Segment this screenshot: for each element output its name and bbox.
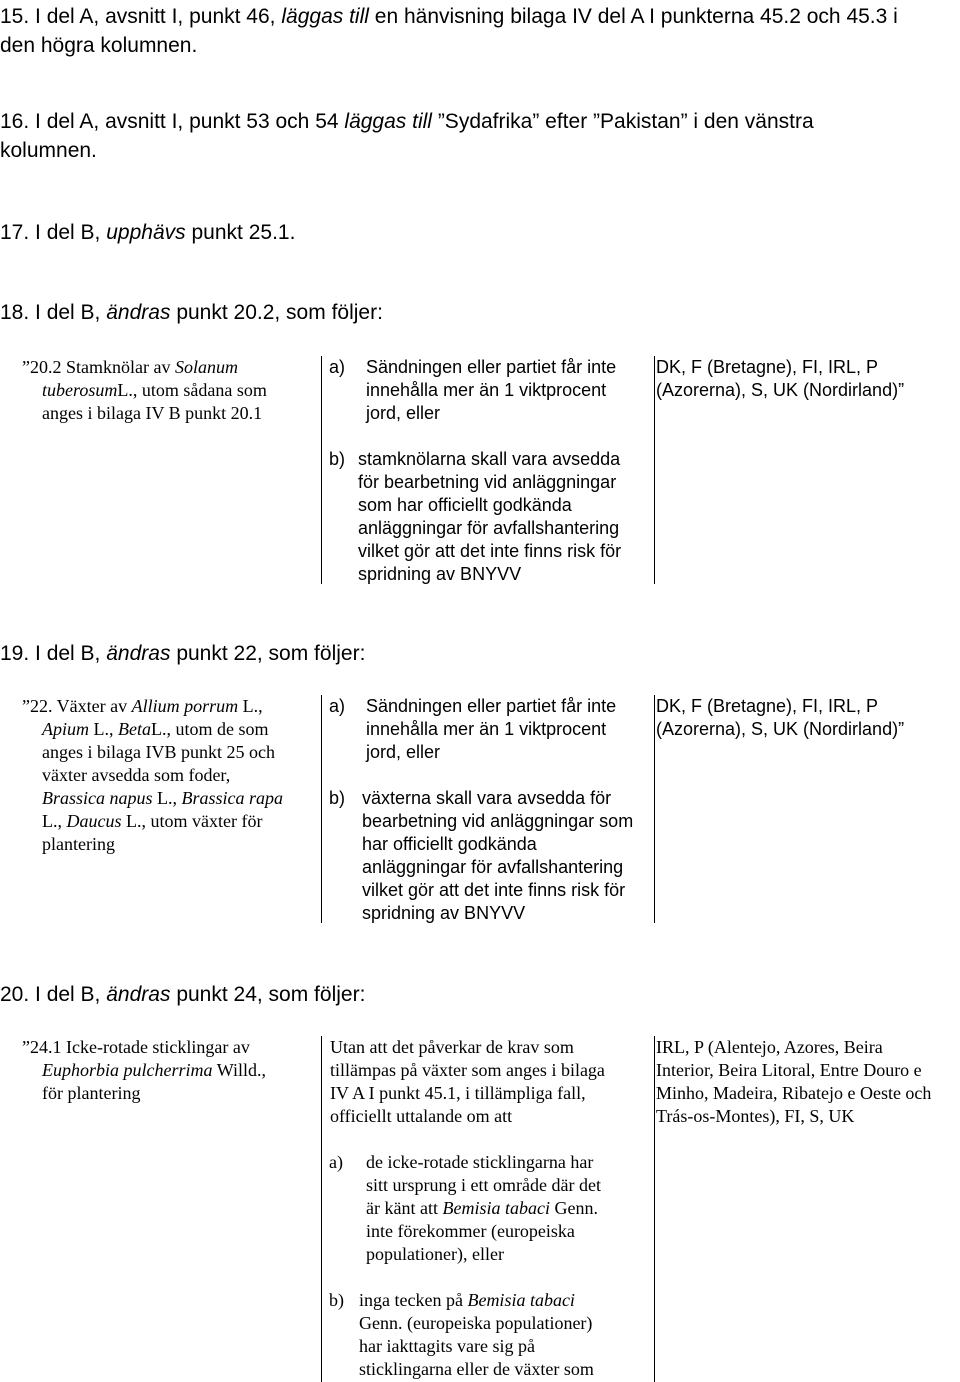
entry-text: L.,: [93, 719, 114, 739]
zone-text: Trás-os-Montes), FI, S, UK: [656, 1106, 855, 1126]
entry-italic: Brassica napus: [42, 788, 153, 808]
paragraph-19: [0, 639, 960, 668]
item-label: a): [329, 696, 346, 716]
paragraph-italic: ändras: [106, 642, 171, 665]
entry-text: anges i bilaga IV B punkt 20.1: [42, 403, 263, 423]
entry-text: för plantering: [42, 1083, 141, 1103]
zone-text: DK, F (Bretagne), FI, IRL, P: [656, 696, 879, 716]
entry-description: [22, 695, 310, 856]
paragraph-text: punkt 25.1.: [191, 221, 296, 244]
entry-text: Willd.,: [216, 1060, 266, 1080]
paragraph-italic: läggas till: [344, 110, 432, 133]
item-text: populationer), eller: [366, 1244, 504, 1264]
item-text: har iakttagits vare sig på: [359, 1336, 535, 1356]
entry-text: ”22. Växter av: [22, 696, 128, 716]
entry-text: ”20.2 Stamknölar av: [22, 357, 171, 377]
item-text: inte förekommer (europeiska: [366, 1221, 575, 1241]
item-text: innehålla mer än 1 viktprocent: [366, 380, 607, 400]
zone-text: Minho, Madeira, Ribatejo e Oeste och: [656, 1083, 932, 1103]
paragraph-text: 16. I del A, avsnitt I, punkt 53 och 54: [0, 110, 339, 133]
item-text: jord, eller: [366, 742, 441, 762]
requirement-b: [322, 787, 642, 925]
item-text: vilket gör att det inte finns risk för: [358, 541, 622, 561]
entry-requirements: [321, 695, 642, 923]
paragraph-italic: upphävs: [106, 221, 186, 244]
paragraph-text: en hänvisning bilaga IV del A I punkterna 45.2 och 45.3 i: [374, 5, 898, 28]
entry-italic: Euphorbia pulcherrima: [42, 1060, 213, 1080]
paragraph-15: [0, 2, 960, 60]
item-text: innehålla mer än 1 viktprocent: [366, 719, 607, 739]
paragraph-italic: ändras: [106, 301, 171, 324]
item-text: inga tecken på: [359, 1290, 463, 1310]
entry-requirements: [321, 1036, 642, 1382]
item-text: Utan att det påverkar de krav som: [330, 1037, 574, 1057]
entry-zones: [654, 695, 960, 923]
requirement-a: [322, 356, 642, 425]
item-text: Genn.: [554, 1198, 598, 1218]
entry-zones: [654, 356, 960, 584]
paragraph-text: ”Sydafrika” efter ”Pakistan” i den vänstra: [437, 110, 814, 133]
entry-text: L., utom växter för: [126, 811, 263, 831]
paragraph-20: [0, 980, 960, 1009]
item-text: för bearbetning vid anläggningar: [358, 472, 617, 492]
item-text: sitt ursprung i ett område där det: [366, 1175, 601, 1195]
entry-italic: Allium porrum: [131, 696, 239, 716]
zone-text: (Azorerna), S, UK (Nordirland)”: [656, 380, 905, 400]
entry-italic: tuberosum: [42, 380, 118, 400]
item-text: IV A I punkt 45.1, i tillämpliga fall,: [330, 1083, 586, 1103]
paragraph-text: punkt 20.2, som följer:: [176, 301, 383, 324]
item-text: spridning av BNYVV: [362, 903, 526, 923]
entry-description: [22, 1036, 310, 1105]
paragraph-text: 17. I del B,: [0, 221, 101, 244]
paragraph-text: punkt 22, som följer:: [176, 642, 366, 665]
requirement-b: [322, 448, 642, 586]
requirement-b: [322, 1289, 642, 1381]
item-italic: Bemisia tabaci: [467, 1290, 575, 1310]
entry-text: L.,: [242, 696, 263, 716]
entry-italic: Brassica rapa: [181, 788, 284, 808]
item-text: har officiellt godkända: [362, 834, 537, 854]
entry-text: L.,: [42, 811, 62, 831]
item-text: anläggningar för avfallshantering: [358, 518, 620, 538]
item-text: tillämpas på växter som anges i bilaga: [330, 1060, 605, 1080]
item-label: b): [329, 788, 346, 808]
paragraph-text: den högra kolumnen.: [0, 34, 198, 57]
item-label: b): [329, 1290, 344, 1310]
entry-italic: Beta: [118, 719, 151, 739]
paragraph-16: [0, 107, 960, 165]
item-label: a): [329, 1152, 343, 1172]
item-text: Sändningen eller partiet får inte: [366, 357, 617, 377]
paragraph-text: punkt 24, som följer:: [176, 983, 366, 1006]
zone-text: Interior, Beira Litoral, Entre Douro e: [656, 1060, 922, 1080]
entry-italic: Daucus: [66, 811, 122, 831]
item-italic: Bemisia tabaci: [442, 1198, 550, 1218]
entry-text: ”24.1 Icke-rotade sticklingar av: [22, 1037, 250, 1057]
entry-text: L.,: [157, 788, 178, 808]
item-text: anläggningar för avfallshantering: [362, 857, 624, 877]
entry-text: växter avsedda som foder,: [42, 765, 231, 785]
item-label: a): [329, 357, 346, 377]
item-text: jord, eller: [366, 403, 441, 423]
zone-text: (Azorerna), S, UK (Nordirland)”: [656, 719, 905, 739]
paragraph-italic: läggas till: [281, 5, 369, 28]
requirement-a: [322, 695, 642, 764]
entry-italic: Apium: [42, 719, 89, 739]
entry-description: [22, 356, 310, 425]
item-text: de icke-rotade sticklingarna har: [366, 1152, 594, 1172]
paragraph-text: 15. I del A, avsnitt I, punkt 46,: [0, 5, 276, 28]
paragraph-text: 20. I del B,: [0, 983, 101, 1006]
entry-requirements: [321, 356, 642, 584]
item-text: officiellt uttalande om att: [330, 1106, 513, 1126]
zone-text: DK, F (Bretagne), FI, IRL, P: [656, 357, 879, 377]
paragraph-text: 18. I del B,: [0, 301, 101, 324]
entry-text: plantering: [42, 834, 115, 854]
item-text: vilket gör att det inte finns risk för: [362, 880, 626, 900]
paragraph-18: [0, 298, 960, 327]
entry-text: L., utom sådana som: [117, 380, 267, 400]
paragraph-italic: ändras: [106, 983, 171, 1006]
item-text: växterna skall vara avsedda för: [362, 788, 612, 808]
requirement-intro: [322, 1036, 642, 1128]
entry-text: anges i bilaga IVB punkt 25 och: [42, 742, 275, 762]
item-text: spridning av BNYVV: [358, 564, 522, 584]
item-text: Sändningen eller partiet får inte: [366, 696, 617, 716]
item-text: bearbetning vid anläggningar som: [362, 811, 634, 831]
item-text: som har officiellt godkända: [358, 495, 572, 515]
paragraph-text: 19. I del B,: [0, 642, 101, 665]
paragraph-17: [0, 218, 960, 247]
item-text: sticklingarna eller de växter som: [359, 1359, 594, 1379]
item-text: stamknölarna skall vara avsedda: [358, 449, 621, 469]
zone-text: IRL, P (Alentejo, Azores, Beira: [656, 1037, 883, 1057]
entry-text: L., utom de som: [151, 719, 269, 739]
entry-italic: Solanum: [174, 357, 238, 377]
item-text: är känt att: [366, 1198, 438, 1218]
paragraph-text: kolumnen.: [0, 139, 97, 162]
entry-zones: [654, 1036, 960, 1382]
item-label: b): [329, 449, 346, 469]
item-text: Genn. (europeiska populationer): [359, 1313, 593, 1333]
requirement-a: [322, 1151, 642, 1266]
